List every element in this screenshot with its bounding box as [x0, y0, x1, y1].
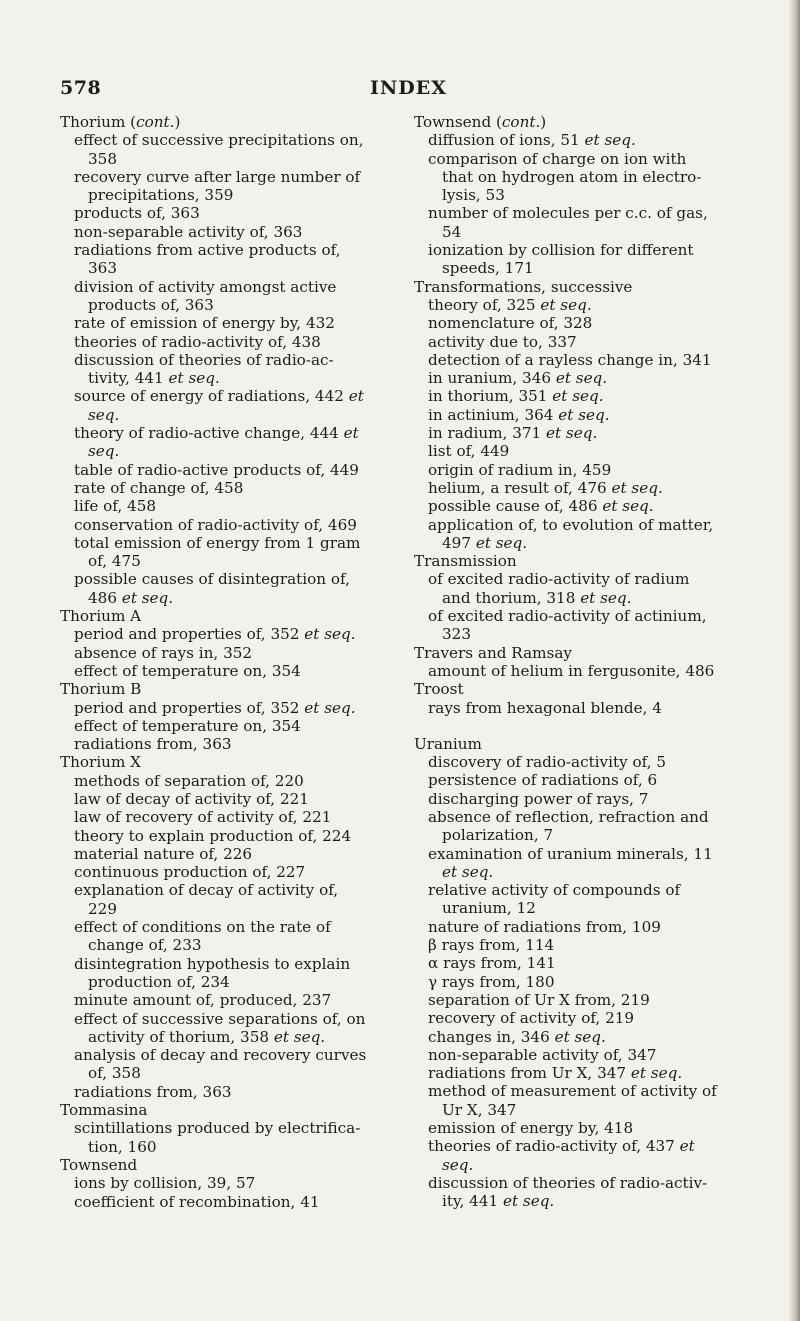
- index-subentry: [414, 845, 742, 882]
- index-line: Troost: [414, 680, 464, 699]
- index-subentry: [60, 699, 382, 717]
- index-line: analysis of decay and recovery curves: [74, 1046, 367, 1065]
- index-line: recovery of activity of, 219: [428, 1009, 635, 1028]
- index-line: theory of, 325 et seq.: [428, 295, 592, 314]
- index-line: law of recovery of activity of, 221: [74, 808, 332, 827]
- index-subentry: [60, 223, 382, 241]
- index-line: seq.: [88, 405, 120, 424]
- index-subentry: [60, 845, 382, 863]
- index-line: discussion of theories of radio-activ-: [428, 1173, 708, 1192]
- index-line: Thorium A: [60, 607, 142, 626]
- index-subentry: [60, 1174, 382, 1192]
- index-line: in radium, 371 et seq.: [428, 424, 598, 443]
- index-line: detection of a rayless change in, 341: [428, 350, 712, 369]
- index-line: Townsend: [60, 1155, 138, 1174]
- index-subentry: [414, 662, 742, 680]
- index-line: effect of successive precipitations on,: [74, 131, 364, 150]
- index-subentry: [60, 479, 382, 497]
- index-subentry: [414, 387, 742, 405]
- index-line: change of, 233: [88, 936, 202, 955]
- index-line: in actinium, 364 et seq.: [428, 405, 610, 424]
- index-subentry: [60, 570, 382, 607]
- index-subentry: [60, 278, 382, 315]
- index-line: tion, 160: [88, 1137, 157, 1156]
- index-subentry: [60, 790, 382, 808]
- index-line: of excited radio-activity of radium: [428, 570, 690, 589]
- index-line: Travers and Ramsay: [414, 643, 572, 662]
- index-subentry: [60, 516, 382, 534]
- index-subentry: [60, 772, 382, 790]
- index-line: diffusion of ions, 51 et seq.: [428, 131, 636, 150]
- index-line: radiations from, 363: [74, 735, 232, 754]
- index-line: possible causes of disintegration of,: [74, 570, 350, 589]
- index-line: 497 et seq.: [442, 533, 528, 552]
- index-subentry: [60, 424, 382, 461]
- index-line: nature of radiations from, 109: [428, 917, 661, 936]
- index-line: law of decay of activity of, 221: [74, 789, 309, 808]
- index-heading: [414, 735, 742, 753]
- index-line: material nature of, 226: [74, 844, 253, 863]
- index-heading: [414, 113, 742, 131]
- index-line: et seq.: [442, 862, 494, 881]
- index-heading: [60, 607, 382, 625]
- index-subentry: [60, 955, 382, 992]
- index-line: effect of temperature on, 354: [74, 661, 301, 680]
- index-line: comparison of charge on ion with: [428, 149, 687, 168]
- index-line: products of, 363: [74, 204, 200, 223]
- index-heading: [414, 278, 742, 296]
- index-line: in uranium, 346 et seq.: [428, 369, 608, 388]
- index-line: emission of energy by, 418: [428, 1119, 634, 1138]
- index-line: period and properties of, 352 et seq.: [74, 698, 356, 717]
- index-subentry: [414, 881, 742, 918]
- index-heading: [414, 644, 742, 662]
- index-heading: [60, 680, 382, 698]
- index-line: period and properties of, 352 et seq.: [74, 625, 356, 644]
- index-line: radiations from, 363: [74, 1082, 232, 1101]
- index-subentry: [60, 991, 382, 1009]
- index-line: ity, 441 et seq.: [442, 1192, 555, 1211]
- index-subentry: [414, 790, 742, 808]
- index-subentry: [60, 497, 382, 515]
- index-line: Townsend (cont.): [414, 113, 547, 131]
- index-line: recovery curve after large number of: [74, 167, 361, 186]
- index-subentry: [414, 150, 742, 205]
- index-line: scintillations produced by electrifica-: [74, 1119, 361, 1138]
- index-line: activity of thorium, 358 et seq.: [88, 1027, 326, 1046]
- page-number: 578: [60, 77, 102, 99]
- index-line: Uranium: [414, 734, 482, 753]
- index-subentry: [60, 918, 382, 955]
- index-line: methods of separation of, 220: [74, 771, 304, 790]
- index-subentry: [414, 442, 742, 460]
- index-line: and thorium, 318 et seq.: [442, 588, 632, 607]
- index-subentry: [60, 1193, 382, 1211]
- index-line: β rays from, 114: [428, 936, 555, 955]
- index-subentry: [60, 808, 382, 826]
- index-line: non-separable activity of, 363: [74, 222, 303, 241]
- index-line: conservation of radio-activity of, 469: [74, 515, 357, 534]
- index-line: Thorium (cont.): [60, 113, 181, 131]
- index-subentry: [60, 1083, 382, 1101]
- index-subentry: [414, 954, 742, 972]
- index-line: division of activity amongst active: [74, 277, 337, 296]
- index-subentry: [60, 827, 382, 845]
- index-line: tivity, 441 et seq.: [88, 369, 220, 388]
- index-line: α rays from, 141: [428, 954, 556, 973]
- index-subentry: [414, 424, 742, 442]
- index-subentry: [60, 717, 382, 735]
- index-subentry: [414, 241, 742, 278]
- index-line: Transformations, successive: [414, 277, 633, 296]
- index-subentry: [60, 644, 382, 662]
- page-title: INDEX: [370, 77, 447, 99]
- index-line: Thorium B: [60, 680, 142, 699]
- index-subentry: [414, 1064, 742, 1082]
- index-line: Transmission: [414, 552, 517, 571]
- index-subentry: [414, 991, 742, 1009]
- index-subentry: [414, 607, 742, 644]
- index-subentry: [414, 1119, 742, 1137]
- index-subentry: [414, 1028, 742, 1046]
- index-line: products of, 363: [88, 295, 214, 314]
- index-subentry: [60, 333, 382, 351]
- index-line: relative activity of compounds of: [428, 881, 681, 900]
- index-line: explanation of decay of activity of,: [74, 881, 339, 900]
- index-line: minute amount of, produced, 237: [74, 991, 332, 1010]
- index-line: discussion of theories of radio-ac-: [74, 350, 334, 369]
- index-line: radiations from active products of,: [74, 241, 341, 260]
- index-line: production of, 234: [88, 972, 230, 991]
- index-subentry: [60, 534, 382, 571]
- index-line: ionization by collision for different: [428, 241, 694, 260]
- index-line: precipitations, 359: [88, 186, 234, 205]
- index-subentry: [60, 351, 382, 388]
- index-subentry: [414, 1082, 742, 1119]
- index-line: separation of Ur X from, 219: [428, 990, 650, 1009]
- index-subentry: [414, 808, 742, 845]
- index-subentry: [414, 204, 742, 241]
- index-line: amount of helium in fergusonite, 486: [428, 661, 715, 680]
- index-heading: [60, 1156, 382, 1174]
- index-subentry: [60, 387, 382, 424]
- index-subentry: [414, 936, 742, 954]
- entry-gap: [414, 717, 742, 735]
- index-subentry: [60, 131, 382, 168]
- index-subentry: [414, 497, 742, 515]
- index-subentry: [414, 516, 742, 553]
- index-subentry: [414, 296, 742, 314]
- index-subentry: [414, 570, 742, 607]
- index-line: of, 475: [88, 552, 141, 571]
- index-heading: [414, 680, 742, 698]
- index-line: discharging power of rays, 7: [428, 789, 649, 808]
- index-line: polarization, 7: [442, 826, 554, 845]
- index-line: number of molecules per c.c. of gas,: [428, 204, 708, 223]
- index-subentry: [60, 1010, 382, 1047]
- index-line: examination of uranium minerals, 11: [428, 844, 713, 863]
- index-line: 54: [442, 222, 462, 241]
- index-line: that on hydrogen atom in electro-: [442, 167, 702, 186]
- index-line: nomenclature of, 328: [428, 314, 593, 333]
- index-subentry: [60, 863, 382, 881]
- index-line: absence of reflection, refraction and: [428, 807, 709, 826]
- index-line: theories of radio-activity of, 438: [74, 332, 321, 351]
- index-line: method of measurement of activity of: [428, 1082, 717, 1101]
- index-line: lysis, 53: [442, 186, 505, 205]
- index-line: effect of successive separations of, on: [74, 1009, 366, 1028]
- index-line: source of energy of radiations, 442 et: [74, 387, 364, 406]
- index-subentry: [60, 241, 382, 278]
- index-line: theory of radio-active change, 444 et: [74, 424, 359, 443]
- index-line: rays from hexagonal blende, 4: [428, 698, 662, 717]
- index-subentry: [60, 662, 382, 680]
- index-subentry: [414, 753, 742, 771]
- index-subentry: [414, 918, 742, 936]
- index-subentry: [414, 314, 742, 332]
- index-line: 323: [442, 625, 471, 644]
- index-line: effect of conditions on the rate of: [74, 918, 331, 937]
- index-subentry: [60, 168, 382, 205]
- index-column-left: [60, 113, 382, 1211]
- index-subentry: [414, 1009, 742, 1027]
- index-line: rate of change of, 458: [74, 478, 244, 497]
- index-line: 486 et seq.: [88, 588, 174, 607]
- index-line: table of radio-active products of, 449: [74, 460, 359, 479]
- index-subentry: [414, 406, 742, 424]
- index-heading: [60, 113, 382, 131]
- index-line: persistence of radiations of, 6: [428, 771, 658, 790]
- index-line: 229: [88, 899, 117, 918]
- index-line: theories of radio-activity of, 437 et: [428, 1137, 695, 1156]
- index-heading: [414, 552, 742, 570]
- index-line: of, 358: [88, 1064, 141, 1083]
- index-subentry: [60, 461, 382, 479]
- index-subentry: [414, 771, 742, 789]
- index-subentry: [414, 1137, 742, 1174]
- index-line: seq.: [88, 442, 120, 461]
- index-line: 358: [88, 149, 117, 168]
- index-line: absence of rays in, 352: [74, 643, 253, 662]
- index-line: rate of emission of energy by, 432: [74, 314, 335, 333]
- index-subentry: [60, 735, 382, 753]
- index-subentry: [60, 204, 382, 222]
- index-line: radiations from Ur X, 347 et seq.: [428, 1064, 683, 1083]
- index-subentry: [60, 314, 382, 332]
- index-line: list of, 449: [428, 442, 510, 461]
- index-line: Ur X, 347: [442, 1100, 517, 1119]
- index-column-right: [414, 113, 742, 1211]
- index-line: speeds, 171: [442, 259, 534, 278]
- index-subentry: [414, 369, 742, 387]
- index-line: of excited radio-activity of actinium,: [428, 607, 707, 626]
- index-subentry: [414, 973, 742, 991]
- index-line: theory to explain production of, 224: [74, 826, 352, 845]
- index-subentry: [414, 479, 742, 497]
- index-line: uranium, 12: [442, 899, 536, 918]
- index-line: continuous production of, 227: [74, 863, 306, 882]
- index-subentry: [60, 1119, 382, 1156]
- index-line: seq.: [442, 1155, 474, 1174]
- index-line: discovery of radio-activity of, 5: [428, 753, 667, 772]
- page-edge-shadow: [788, 0, 800, 1321]
- index-line: in thorium, 351 et seq.: [428, 387, 604, 406]
- index-line: total emission of energy from 1 gram: [74, 533, 361, 552]
- index-subentry: [60, 881, 382, 918]
- index-subentry: [60, 625, 382, 643]
- index-line: life of, 458: [74, 497, 157, 516]
- index-line: possible cause of, 486 et seq.: [428, 497, 654, 516]
- index-line: disintegration hypothesis to explain: [74, 954, 351, 973]
- index-subentry: [414, 351, 742, 369]
- index-line: changes in, 346 et seq.: [428, 1027, 606, 1046]
- index-line: helium, a result of, 476 et seq.: [428, 478, 663, 497]
- index-line: Thorium X: [60, 753, 141, 772]
- index-subentry: [414, 699, 742, 717]
- index-line: activity due to, 337: [428, 332, 577, 351]
- index-line: effect of temperature on, 354: [74, 716, 301, 735]
- page-header: [0, 77, 800, 99]
- index-subentry: [414, 131, 742, 149]
- index-subentry: [414, 333, 742, 351]
- index-subentry: [414, 1046, 742, 1064]
- index-line: origin of radium in, 459: [428, 460, 612, 479]
- index-subentry: [414, 461, 742, 479]
- index-line: Tommasina: [60, 1101, 148, 1120]
- index-line: γ rays from, 180: [428, 972, 555, 991]
- index-subentry: [60, 1046, 382, 1083]
- index-line: application of, to evolution of matter,: [428, 515, 714, 534]
- index-line: coefficient of recombination, 41: [74, 1192, 320, 1211]
- index-heading: [60, 753, 382, 771]
- index-line: ions by collision, 39, 57: [74, 1174, 256, 1193]
- index-line: 363: [88, 259, 117, 278]
- index-line: non-separable activity of, 347: [428, 1045, 657, 1064]
- index-heading: [60, 1101, 382, 1119]
- index-subentry: [414, 1174, 742, 1211]
